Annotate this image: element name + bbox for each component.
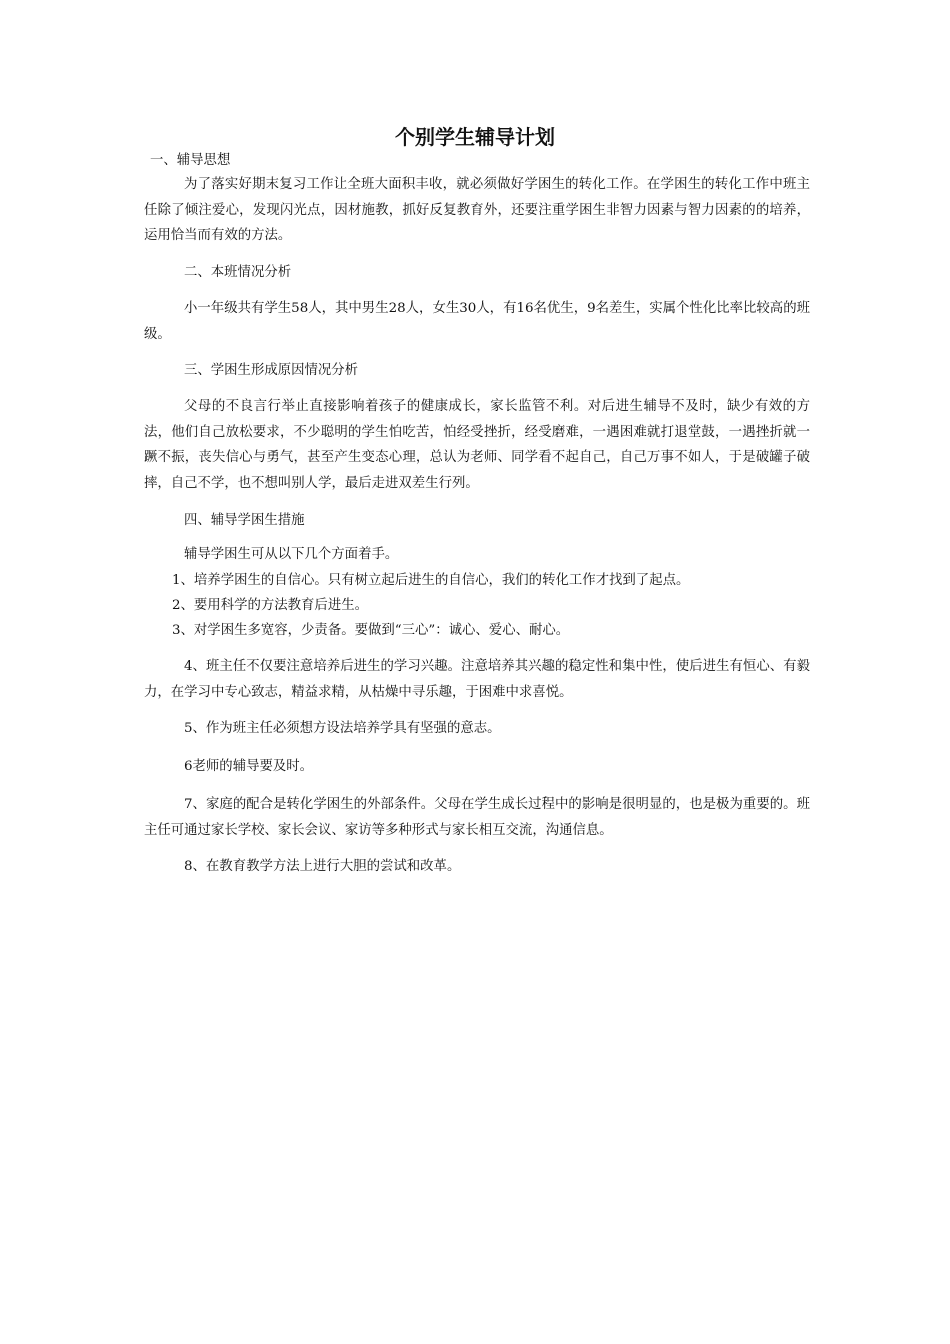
section1-heading: 一、辅导思想 (150, 153, 231, 168)
measure-item-8: 8、在教育教学方法上进行大胆的尝试和改革。 (184, 859, 461, 874)
document-title: 个别学生辅导计划 (395, 125, 555, 149)
measure-item-7: 7、家庭的配合是转化学困生的外部条件。父母在学生成长过程中的影响是很明显的，也是极为重要的。班主任可通过家长学校、家长会议、家访等多种形式与家长相互交流，沟通信息。 (144, 797, 810, 838)
section3-body: 父母的不良言行举止直接影响着孩子的健康成长，家长监管不利。对后进生辅导不及时，缺少有效的方法，他们自己放松要求，不少聪明的学生怕吃苦，怕经受挫折，经受磨难，一遇困难就打退堂鼓，一遇挫折就一蹶不振，丧失信心与勇气，甚至产生变态心理，总认为老师、同学看不起自己，自己万事不如人，于是破罐子破摔，自己不学，也不想叫别人学，最后走进双差生行列。 (144, 399, 810, 492)
measure-item-3: 3、对学困生多宽容，少责备。要做到“三心”：诚心、爱心、耐心。 (172, 623, 570, 638)
measure-item-4: 4、班主任不仅要注意培养后进生的学习兴趣。注意培养其兴趣的稳定性和集中性，使后进生有恒心、有毅力，在学习中专心致志，精益求精，从枯燥中寻乐趣，于困难中求喜悦。 (144, 659, 810, 700)
section3-heading: 三、学困生形成原因情况分析 (184, 363, 359, 378)
measure-item-6: 6老师的辅导要及时。 (184, 759, 314, 774)
section4-intro: 辅导学困生可从以下几个方面着手。 (184, 547, 399, 562)
measure-item-2: 2、要用科学的方法教育后进生。 (172, 598, 368, 613)
section4-heading: 四、辅导学困生措施 (184, 513, 305, 528)
section1-body: 为了落实好期末复习工作让全班大面积丰收，就必须做好学困生的转化工作。在学困生的转化工作中班主任除了倾注爱心，发现闪光点，因材施教，抓好反复教育外，还要注重学困生非智力因素与智力因素的的培养，运用恰当而有效的方法。 (144, 177, 810, 244)
section2-heading: 二、本班情况分析 (184, 265, 292, 280)
measure-item-1: 1、培养学困生的自信心。只有树立起后进生的自信心，我们的转化工作才找到了起点。 (172, 573, 690, 588)
section2-body: 小一年级共有学生58人，其中男生28人，女生30人，有16名优生，9名差生，实属个性化比率比较高的班级。 (144, 301, 810, 342)
measure-item-5: 5、作为班主任必须想方设法培养学具有坚强的意志。 (184, 721, 501, 736)
